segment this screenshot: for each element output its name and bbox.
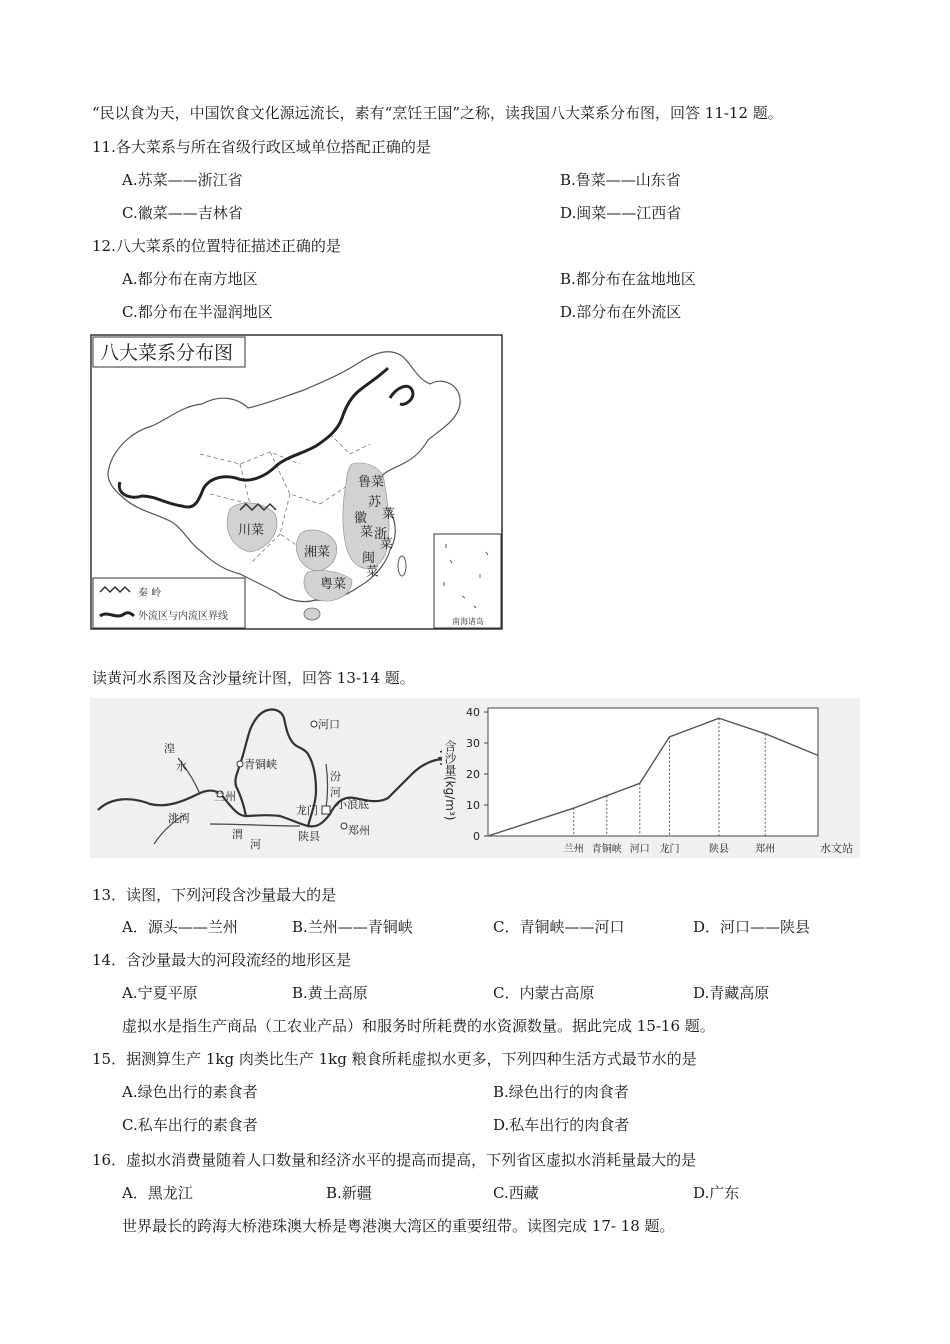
label-huang: 湟 — [164, 742, 175, 755]
label-wei: 渭 — [232, 828, 243, 841]
label-su-1: 苏 — [368, 495, 382, 510]
chart-plot-area — [488, 708, 818, 836]
label-longmen: 龙门 — [296, 804, 318, 817]
x-tick-label-3: 龙门 — [659, 844, 680, 855]
q11-option-b[interactable]: B.鲁菜——山东省 — [560, 171, 681, 189]
label-zhe-2: 菜 — [380, 537, 394, 552]
label-min-2: 菜 — [366, 565, 380, 580]
label-fen: 汾 — [330, 770, 341, 783]
yellow-river-figure — [90, 698, 860, 858]
q12-option-c[interactable]: C.都分布在半湿润地区 — [122, 303, 273, 321]
label-chuan-cuisine: 川菜 — [238, 523, 265, 538]
q12-option-b[interactable]: B.都分布在盆地地区 — [560, 270, 696, 288]
q16-option-a[interactable]: A．黑龙江 — [122, 1184, 193, 1202]
q11-option-a[interactable]: A.苏菜——浙江省 — [122, 171, 243, 189]
x-tick-label-4: 陕县 — [709, 844, 729, 855]
map-title: 八大菜系分布图 — [100, 342, 234, 364]
legend-boundary: 外流区与内流区界线 — [138, 611, 228, 622]
q13-option-d[interactable]: D．河口——陕县 — [693, 918, 811, 936]
label-qingtongxia: 青铜峡 — [244, 758, 277, 771]
label-fen-he: 河 — [330, 786, 341, 799]
q15-option-a[interactable]: A.绿色出行的素食者 — [122, 1083, 258, 1101]
q13-option-b[interactable]: B.兰州——青铜峡 — [292, 918, 413, 936]
q11-option-d[interactable]: D.闽菜——江西省 — [560, 204, 682, 222]
q14-option-d[interactable]: D.青藏高原 — [693, 984, 770, 1002]
intro-text-3: 虚拟水是指生产商品（工农业产品）和服务时所耗费的水资源数量。据此完成 15-16 题。 — [122, 1017, 715, 1035]
cuisine-map-svg — [90, 334, 503, 630]
label-zhe-1: 浙 — [374, 527, 388, 542]
question-11-stem: 11.各大菜系与所在省级行政区域单位搭配正确的是 — [92, 138, 431, 156]
y-tick-label-0: 0 — [473, 830, 480, 843]
q16-option-c[interactable]: C.西藏 — [493, 1184, 539, 1202]
station-zhengzhou — [341, 823, 347, 829]
hainan-island — [304, 608, 320, 620]
q11-option-c[interactable]: C.徽菜——吉林省 — [122, 204, 243, 222]
q12-option-a[interactable]: A.都分布在南方地区 — [122, 270, 258, 288]
label-hekou: 河口 — [318, 718, 340, 731]
question-12-stem: 12.八大菜系的位置特征描述正确的是 — [92, 237, 341, 255]
intro-text-4: 世界最长的跨海大桥港珠澳大桥是粤港澳大湾区的重要纽带。读图完成 17- 18 题。 — [122, 1217, 675, 1235]
label-hui-2: 菜 — [360, 525, 374, 540]
weihe-river — [210, 824, 300, 826]
inset-label: 南海诸岛 — [452, 617, 484, 626]
y-tick-label-1: 10 — [466, 799, 480, 812]
label-xiaolangdi: 小浪底 — [336, 798, 369, 811]
q16-option-b[interactable]: B.新疆 — [326, 1184, 372, 1202]
label-xiang-cuisine: 湘菜 — [304, 545, 331, 560]
taiwan-island — [398, 556, 406, 576]
q15-option-d[interactable]: D.私车出行的肉食者 — [493, 1116, 630, 1134]
intro-text-2: 读黄河水系图及含沙量统计图，回答 13-14 题。 — [92, 669, 415, 687]
y-tick-label-4: 40 — [466, 706, 480, 719]
question-13-stem: 13．读图，下列河段含沙量最大的是 — [92, 886, 337, 904]
q15-option-b[interactable]: B.绿色出行的肉食者 — [493, 1083, 629, 1101]
x-tick-label-1: 青铜峡 — [591, 844, 622, 855]
q16-option-d[interactable]: D.广东 — [693, 1184, 740, 1202]
fenhe-river — [326, 764, 328, 808]
q12-option-d[interactable]: D.部分布在外流区 — [560, 303, 682, 321]
x-tick-label-5: 郑州 — [755, 844, 776, 855]
station-hekou — [311, 721, 317, 727]
label-lanzhou: 兰州 — [214, 790, 236, 803]
x-tick-label-0: 兰州 — [563, 844, 584, 855]
label-su-2: 菜 — [382, 507, 396, 522]
q13-option-a[interactable]: A．源头——兰州 — [122, 918, 238, 936]
label-lu-cuisine: 鲁菜 — [358, 475, 385, 490]
label-yue-cuisine: 粤菜 — [320, 577, 347, 592]
legend-qinling: 秦 岭 — [138, 588, 162, 599]
chart-y-label: 含沙量(kg/m³) — [443, 740, 457, 821]
q13-option-c[interactable]: C．青铜峡——河口 — [493, 918, 625, 936]
label-hui-1: 徽 — [354, 511, 368, 526]
chart-x-label: 水文站 — [820, 842, 853, 855]
y-tick-label-3: 30 — [466, 737, 480, 750]
q14-option-c[interactable]: C．内蒙古高原 — [493, 984, 595, 1002]
station-qingtongxia — [237, 761, 243, 767]
question-16-stem: 16．虚拟水消费量随着人口数量和经济水平的提高而提高，下列省区虚拟水消耗量最大的是 — [92, 1151, 697, 1169]
sediment-chart — [442, 698, 860, 858]
label-min-1: 闽 — [362, 551, 376, 566]
q15-option-c[interactable]: C.私车出行的素食者 — [122, 1116, 258, 1134]
label-shui: 水 — [176, 760, 187, 773]
label-wei-he: 河 — [250, 838, 261, 851]
question-14-stem: 14．含沙量最大的河段流经的地形区是 — [92, 951, 352, 969]
label-shanxian: 陕县 — [298, 830, 320, 843]
intro-text-1: “民以食为天，中国饮食文化源远流长，素有“烹饪王国”之称，读我国八大菜系分布图，回答 11-12 题。 — [92, 104, 783, 122]
south-china-sea-inset — [434, 534, 501, 628]
y-tick-label-2: 20 — [466, 768, 480, 781]
cuisine-distribution-map — [90, 334, 503, 630]
q14-option-b[interactable]: B.黄土高原 — [292, 984, 368, 1002]
label-taohe: 洮河 — [168, 812, 190, 825]
label-zhengzhou: 郑州 — [348, 824, 370, 837]
xiaolangdi-dam-icon — [322, 806, 330, 814]
q14-option-a[interactable]: A.宁夏平原 — [122, 984, 198, 1002]
yellow-river-map — [90, 698, 460, 858]
question-15-stem: 15．据测算生产 1kg 肉类比生产 1kg 粮食所耗虚拟水更多，下列四种生活方式最节水的是 — [92, 1050, 697, 1068]
x-tick-label-2: 河口 — [629, 844, 650, 855]
